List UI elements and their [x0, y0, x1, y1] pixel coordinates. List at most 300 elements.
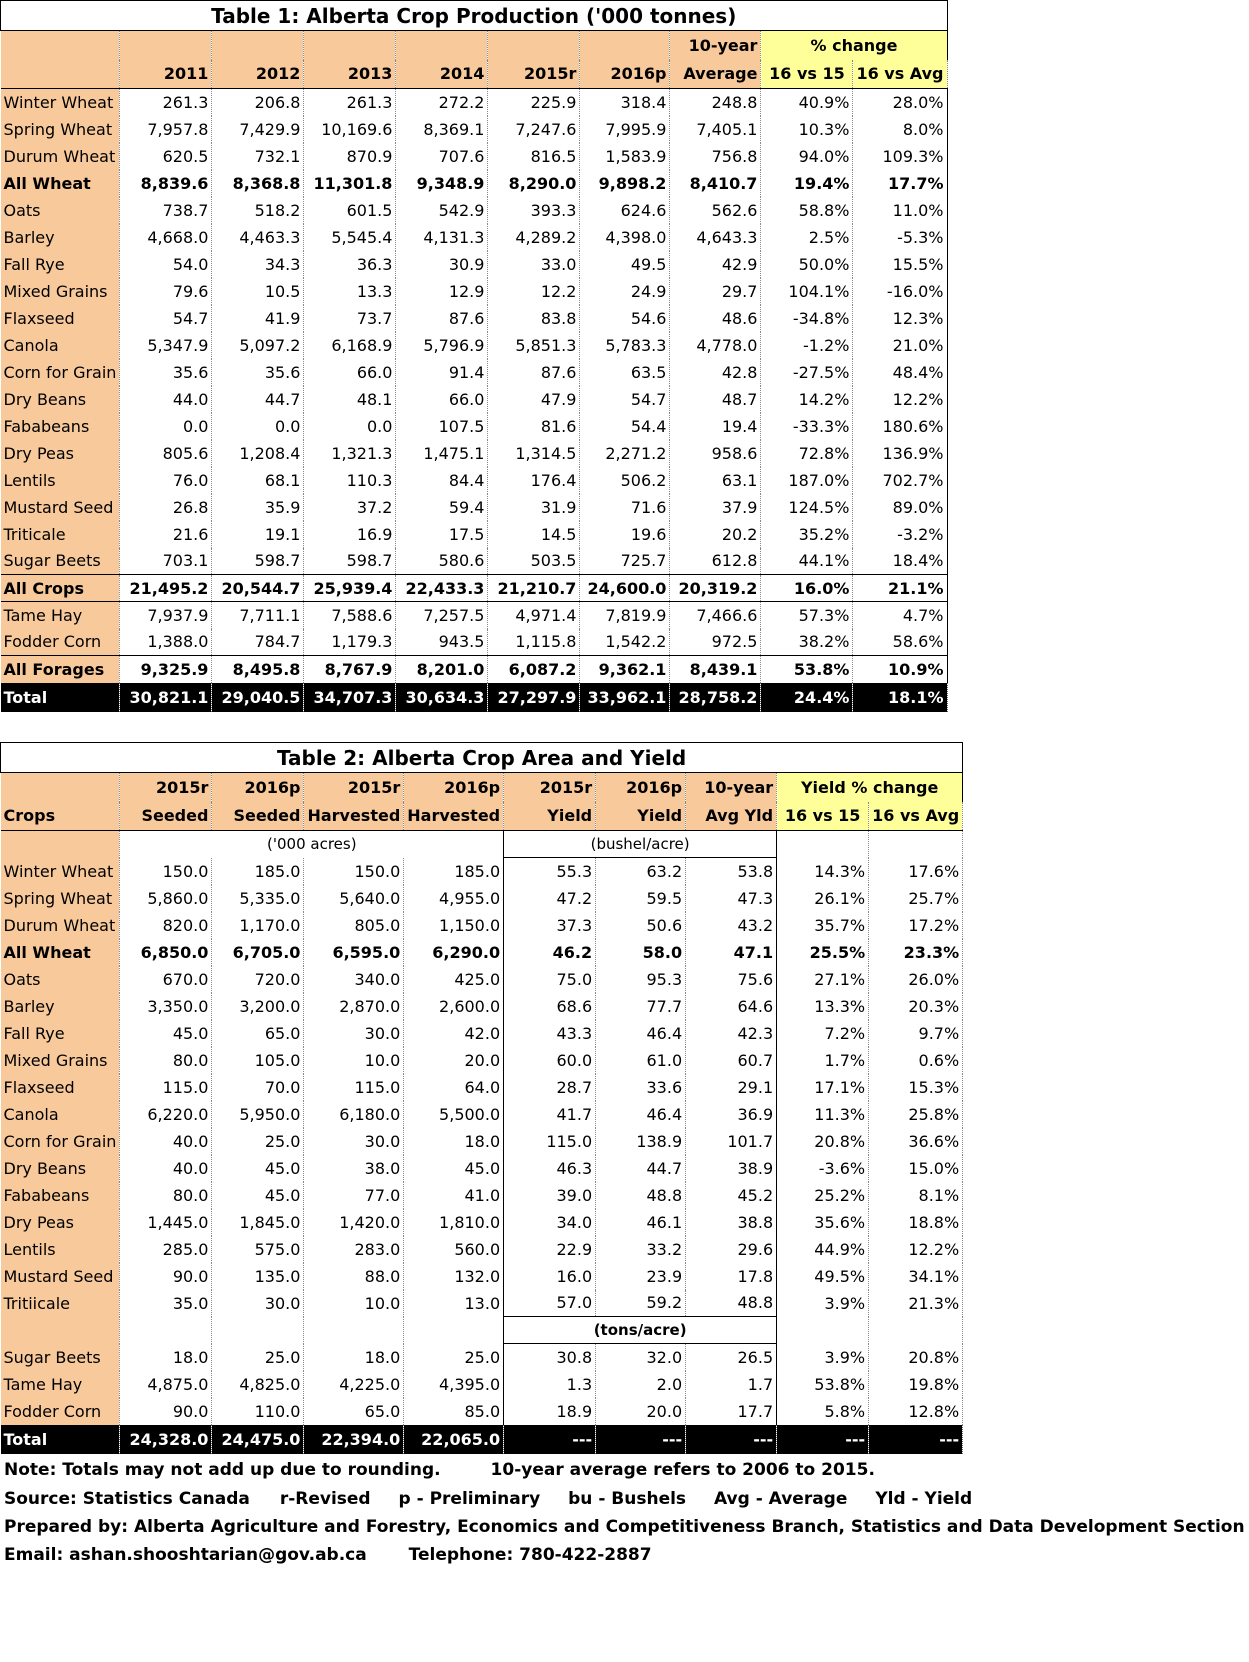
- table-cell: 28.7: [504, 1074, 596, 1101]
- table-cell: 66.0: [396, 386, 488, 413]
- table-cell: 109.3%: [853, 143, 947, 170]
- table-cell: 88.0: [304, 1263, 404, 1290]
- table-cell: 25.2%: [777, 1182, 869, 1209]
- table-cell: 2.0: [596, 1371, 686, 1398]
- total-cell: ---: [596, 1425, 686, 1454]
- column-header: 2012: [212, 60, 304, 89]
- total-cell: 33,962.1: [580, 683, 670, 712]
- table-cell: 47.3: [686, 885, 777, 912]
- table-cell: 17.5: [396, 521, 488, 548]
- table-cell: 63.2: [596, 858, 686, 885]
- table-cell: 21.1%: [853, 575, 947, 602]
- table-cell: 54.7: [120, 305, 212, 332]
- table-cell: 38.0: [304, 1155, 404, 1182]
- table-cell: 54.7: [580, 386, 670, 413]
- table-cell: 48.1: [304, 386, 396, 413]
- table-cell: 14.2%: [761, 386, 853, 413]
- table-cell: 8,290.0: [488, 170, 580, 197]
- table-cell: 20.0: [596, 1398, 686, 1425]
- crop-label: Dry Peas: [1, 440, 120, 467]
- table-cell: 35.2%: [761, 521, 853, 548]
- table-cell: 6,290.0: [404, 939, 504, 966]
- table-cell: 44.0: [120, 386, 212, 413]
- table-cell: 25.8%: [869, 1101, 963, 1128]
- average-note: 10-year average refers to 2006 to 2015.: [490, 1460, 875, 1480]
- table-cell: 9,898.2: [580, 170, 670, 197]
- table-cell: 18.9: [504, 1398, 596, 1425]
- table-cell: 30.9: [396, 251, 488, 278]
- table-row: [1, 197, 948, 224]
- table-cell: 4,289.2: [488, 224, 580, 251]
- table-row: [1, 1074, 963, 1101]
- table-row: [1, 885, 963, 912]
- table-cell: 10.3%: [761, 116, 853, 143]
- crop-label: Corn for Grain: [1, 1128, 120, 1155]
- header-cell: [212, 31, 304, 60]
- table-row: [1, 251, 948, 278]
- table-row: [1, 575, 948, 602]
- table-cell: 33.0: [488, 251, 580, 278]
- column-header: Harvested: [304, 802, 404, 831]
- units-row: [1, 831, 963, 858]
- table-cell: 59.2: [596, 1290, 686, 1317]
- table-cell: 5,347.9: [120, 332, 212, 359]
- table-cell: 8,368.8: [212, 170, 304, 197]
- table-cell: 4,825.0: [212, 1371, 304, 1398]
- table-cell: 43.3: [504, 1020, 596, 1047]
- table-cell: 4,643.3: [670, 224, 761, 251]
- legend-preliminary: p - Preliminary: [398, 1489, 541, 1509]
- table-cell: 13.3: [304, 278, 396, 305]
- table-cell: 318.4: [580, 89, 670, 116]
- total-cell: 24,328.0: [120, 1425, 212, 1454]
- table-cell: 48.8: [686, 1290, 777, 1317]
- table-cell: 34.0: [504, 1209, 596, 1236]
- unit-blank: [777, 831, 869, 858]
- table-cell: 47.2: [504, 885, 596, 912]
- crop-label: Lentils: [1, 1236, 120, 1263]
- column-header: Crops: [1, 802, 120, 831]
- table-cell: 63.5: [580, 359, 670, 386]
- table-cell: 18.0: [404, 1128, 504, 1155]
- crop-label: Dry Peas: [1, 1209, 120, 1236]
- table-cell: 16.9: [304, 521, 396, 548]
- table-cell: 1,845.0: [212, 1209, 304, 1236]
- table-row: [1, 89, 948, 116]
- table-cell: 47.1: [686, 939, 777, 966]
- crop-label: Tritiicale: [1, 1290, 120, 1317]
- table-cell: 136.9%: [853, 440, 947, 467]
- unit-blank: [212, 1317, 304, 1344]
- table-cell: 3,200.0: [212, 993, 304, 1020]
- table-cell: 20.8%: [869, 1344, 963, 1371]
- table-cell: 18.0: [304, 1344, 404, 1371]
- table-cell: 54.6: [580, 305, 670, 332]
- table-cell: 35.7%: [777, 912, 869, 939]
- table-cell: -27.5%: [761, 359, 853, 386]
- crop-label: All Wheat: [1, 939, 120, 966]
- column-header: Seeded: [212, 802, 304, 831]
- table-cell: 80.0: [120, 1047, 212, 1074]
- table-cell: 29.6: [686, 1236, 777, 1263]
- table-cell: 5,851.3: [488, 332, 580, 359]
- table-cell: 70.0: [212, 1074, 304, 1101]
- table-row: [1, 305, 948, 332]
- table-cell: 53.8: [686, 858, 777, 885]
- crop-label: All Wheat: [1, 170, 120, 197]
- table-cell: 94.0%: [761, 143, 853, 170]
- table-cell: 30.0: [212, 1290, 304, 1317]
- table-cell: 6,180.0: [304, 1101, 404, 1128]
- table-cell: 115.0: [504, 1128, 596, 1155]
- table-cell: 17.7: [686, 1398, 777, 1425]
- table-cell: 283.0: [304, 1236, 404, 1263]
- crop-label: Tame Hay: [1, 1371, 120, 1398]
- table-cell: 12.2: [488, 278, 580, 305]
- table-cell: 5,640.0: [304, 885, 404, 912]
- table-cell: 17.8: [686, 1263, 777, 1290]
- table-cell: 738.7: [120, 197, 212, 224]
- table-cell: 7,247.6: [488, 116, 580, 143]
- table-cell: -33.3%: [761, 413, 853, 440]
- table-cell: 26.8: [120, 494, 212, 521]
- table-cell: 40.0: [120, 1155, 212, 1182]
- header-cell: 10-year: [686, 773, 777, 802]
- table-cell: 5,097.2: [212, 332, 304, 359]
- table-cell: 29.7: [670, 278, 761, 305]
- crop-label: Winter Wheat: [1, 858, 120, 885]
- table-cell: 7,405.1: [670, 116, 761, 143]
- header-row-top: [1, 31, 948, 60]
- table-cell: 725.7: [580, 548, 670, 575]
- table-cell: 3,350.0: [120, 993, 212, 1020]
- column-header: 2011: [120, 60, 212, 89]
- table-cell: 21,210.7: [488, 575, 580, 602]
- notes-line-1: [4, 1460, 875, 1480]
- crop-label: Spring Wheat: [1, 116, 120, 143]
- table-cell: 0.6%: [869, 1047, 963, 1074]
- table-cell: 68.6: [504, 993, 596, 1020]
- table-cell: 65.0: [212, 1020, 304, 1047]
- table-cell: 44.7: [212, 386, 304, 413]
- table-cell: 1,314.5: [488, 440, 580, 467]
- table-cell: 8,410.7: [670, 170, 761, 197]
- email-contact[interactable]: Email: ashan.shooshtarian@gov.ab.ca: [4, 1545, 367, 1565]
- table-cell: 36.9: [686, 1101, 777, 1128]
- table-cell: 12.2%: [853, 386, 947, 413]
- table-cell: 10.0: [304, 1290, 404, 1317]
- table-cell: 1,388.0: [120, 629, 212, 656]
- table-cell: 11,301.8: [304, 170, 396, 197]
- column-header: [1, 60, 120, 89]
- table-cell: -16.0%: [853, 278, 947, 305]
- table-cell: 18.8%: [869, 1209, 963, 1236]
- table-row: [1, 602, 948, 629]
- table-cell: 4,398.0: [580, 224, 670, 251]
- table-cell: 1,542.2: [580, 629, 670, 656]
- table-cell: 105.0: [212, 1047, 304, 1074]
- table-cell: 2,271.2: [580, 440, 670, 467]
- prepared-by-note: Prepared by: Alberta Agriculture and Forestry, Economics and Competitiveness Branch, Statistics and Data Development Section: [4, 1517, 1245, 1537]
- table-cell: 26.1%: [777, 885, 869, 912]
- total-cell: 34,707.3: [304, 683, 396, 712]
- column-header: Avg Yld: [686, 802, 777, 831]
- table-cell: 340.0: [304, 966, 404, 993]
- table-cell: 79.6: [120, 278, 212, 305]
- header-cell: [396, 31, 488, 60]
- table-cell: 4,395.0: [404, 1371, 504, 1398]
- table-cell: 90.0: [120, 1398, 212, 1425]
- table-cell: 64.6: [686, 993, 777, 1020]
- table-cell: 4,225.0: [304, 1371, 404, 1398]
- table-cell: 9,348.9: [396, 170, 488, 197]
- table-cell: 19.4: [670, 413, 761, 440]
- table-cell: 187.0%: [761, 467, 853, 494]
- table-cell: 101.7: [686, 1128, 777, 1155]
- table-row: [1, 1128, 963, 1155]
- table-cell: 42.0: [404, 1020, 504, 1047]
- table-cell: 63.1: [670, 467, 761, 494]
- table-cell: 46.4: [596, 1101, 686, 1128]
- table-cell: 8,839.6: [120, 170, 212, 197]
- crop-label: Barley: [1, 993, 120, 1020]
- total-label: Total: [1, 683, 120, 712]
- table-cell: 6,220.0: [120, 1101, 212, 1128]
- table-cell: 958.6: [670, 440, 761, 467]
- table-cell: 19.4%: [761, 170, 853, 197]
- table-cell: 185.0: [212, 858, 304, 885]
- table-cell: 87.6: [396, 305, 488, 332]
- notes-line-2: [4, 1489, 972, 1509]
- header-cell: [1, 773, 120, 802]
- table-row: [1, 440, 948, 467]
- table-cell: 40.9%: [761, 89, 853, 116]
- crop-label: Oats: [1, 197, 120, 224]
- crop-label: All Forages: [1, 656, 120, 683]
- header-cell: 2016p: [212, 773, 304, 802]
- table-cell: 20,544.7: [212, 575, 304, 602]
- table-cell: -3.6%: [777, 1155, 869, 1182]
- table-cell: 870.9: [304, 143, 396, 170]
- table-row: [1, 143, 948, 170]
- table-cell: 7,429.9: [212, 116, 304, 143]
- table-cell: 135.0: [212, 1263, 304, 1290]
- table-cell: 72.8%: [761, 440, 853, 467]
- table-cell: 1,583.9: [580, 143, 670, 170]
- table-cell: 11.0%: [853, 197, 947, 224]
- table-cell: 2,870.0: [304, 993, 404, 1020]
- crop-label: Sugar Beets: [1, 1344, 120, 1371]
- table-cell: 110.3: [304, 467, 396, 494]
- table-cell: 35.6: [212, 359, 304, 386]
- table-cell: 816.5: [488, 143, 580, 170]
- table-cell: 805.0: [304, 912, 404, 939]
- table-cell: 5,545.4: [304, 224, 396, 251]
- crop-label: Mustard Seed: [1, 494, 120, 521]
- table-cell: 66.0: [304, 359, 396, 386]
- table-cell: 4,778.0: [670, 332, 761, 359]
- table-row: [1, 224, 948, 251]
- column-header: 16 vs Avg: [853, 60, 947, 89]
- table-cell: 48.4%: [853, 359, 947, 386]
- crop-label: Sugar Beets: [1, 548, 120, 575]
- table-cell: 12.8%: [869, 1398, 963, 1425]
- total-row: [1, 1425, 963, 1454]
- table-cell: 29.1: [686, 1074, 777, 1101]
- header-cell: 10-year: [670, 31, 761, 60]
- header-cell: [304, 31, 396, 60]
- table-cell: 59.4: [396, 494, 488, 521]
- table-cell: 4,668.0: [120, 224, 212, 251]
- table-cell: 36.6%: [869, 1128, 963, 1155]
- table-row: [1, 413, 948, 440]
- table-cell: 32.0: [596, 1344, 686, 1371]
- total-cell: 18.1%: [853, 683, 947, 712]
- table-cell: 77.7: [596, 993, 686, 1020]
- table-cell: 6,705.0: [212, 939, 304, 966]
- table-cell: 34.1%: [869, 1263, 963, 1290]
- table-cell: -34.8%: [761, 305, 853, 332]
- crop-label: Barley: [1, 224, 120, 251]
- table-cell: 132.0: [404, 1263, 504, 1290]
- crop-label: Spring Wheat: [1, 885, 120, 912]
- total-row: [1, 683, 948, 712]
- table-cell: 107.5: [396, 413, 488, 440]
- table-cell: 425.0: [404, 966, 504, 993]
- table-cell: 150.0: [120, 858, 212, 885]
- table-cell: 48.7: [670, 386, 761, 413]
- crop-label: Flaxseed: [1, 305, 120, 332]
- unit-blank: [869, 1317, 963, 1344]
- unit-acres: ('000 acres): [120, 831, 504, 858]
- table-cell: 54.4: [580, 413, 670, 440]
- table-cell: 23.3%: [869, 939, 963, 966]
- table-cell: 41.7: [504, 1101, 596, 1128]
- unit-blank: [777, 1317, 869, 1344]
- table-row: [1, 993, 963, 1020]
- table-cell: 80.0: [120, 1182, 212, 1209]
- table-cell: 5,860.0: [120, 885, 212, 912]
- table-cell: 53.8%: [761, 656, 853, 683]
- table-cell: 20,319.2: [670, 575, 761, 602]
- crop-label: Fodder Corn: [1, 1398, 120, 1425]
- table-cell: 44.9%: [777, 1236, 869, 1263]
- table-cell: 1,170.0: [212, 912, 304, 939]
- table-cell: 6,087.2: [488, 656, 580, 683]
- table-cell: 6,595.0: [304, 939, 404, 966]
- table-cell: 10,169.6: [304, 116, 396, 143]
- table-cell: 393.3: [488, 197, 580, 224]
- table-cell: 17.1%: [777, 1074, 869, 1101]
- table-cell: 820.0: [120, 912, 212, 939]
- crop-label: Lentils: [1, 467, 120, 494]
- column-header: Average: [670, 60, 761, 89]
- table-cell: 8,201.0: [396, 656, 488, 683]
- table-cell: 138.9: [596, 1128, 686, 1155]
- total-cell: 22,065.0: [404, 1425, 504, 1454]
- table-cell: 7,995.9: [580, 116, 670, 143]
- table-cell: 7,819.9: [580, 602, 670, 629]
- table-cell: 503.5: [488, 548, 580, 575]
- header-cell: 2016p: [596, 773, 686, 802]
- table-cell: 4,131.3: [396, 224, 488, 251]
- area-yield-table: [0, 742, 963, 1454]
- table-cell: 575.0: [212, 1236, 304, 1263]
- table-row: [1, 278, 948, 305]
- table-cell: 37.9: [670, 494, 761, 521]
- table-cell: 5,335.0: [212, 885, 304, 912]
- crop-label: Flaxseed: [1, 1074, 120, 1101]
- table-cell: 2.5%: [761, 224, 853, 251]
- crop-label: Fababeans: [1, 1182, 120, 1209]
- table-cell: 89.0%: [853, 494, 947, 521]
- table-cell: 0.0: [120, 413, 212, 440]
- table-cell: 784.7: [212, 629, 304, 656]
- table-cell: 41.9: [212, 305, 304, 332]
- crop-label: Fall Rye: [1, 251, 120, 278]
- table-row: [1, 521, 948, 548]
- table-cell: 25.5%: [777, 939, 869, 966]
- table-cell: 83.8: [488, 305, 580, 332]
- table-cell: 21.6: [120, 521, 212, 548]
- header-row: [1, 802, 963, 831]
- table-cell: 176.4: [488, 467, 580, 494]
- crop-label: Fall Rye: [1, 1020, 120, 1047]
- table-cell: 4,971.4: [488, 602, 580, 629]
- table-cell: 19.8%: [869, 1371, 963, 1398]
- table-cell: 71.6: [580, 494, 670, 521]
- crop-label: Durum Wheat: [1, 912, 120, 939]
- table-cell: 17.2%: [869, 912, 963, 939]
- table-cell: 7,937.9: [120, 602, 212, 629]
- table-cell: 20.3%: [869, 993, 963, 1020]
- header-row: [1, 60, 948, 89]
- unit-tons: (tons/acre): [504, 1317, 777, 1344]
- table-cell: 20.2: [670, 521, 761, 548]
- legend-average: Avg - Average: [713, 1489, 848, 1509]
- table-cell: 44.1%: [761, 548, 853, 575]
- table-cell: 4,875.0: [120, 1371, 212, 1398]
- table-cell: 25.0: [212, 1128, 304, 1155]
- table-cell: 110.0: [212, 1398, 304, 1425]
- table-cell: 12.9: [396, 278, 488, 305]
- column-header: Seeded: [120, 802, 212, 831]
- table-cell: 46.3: [504, 1155, 596, 1182]
- legend-bushels: bu - Bushels: [568, 1489, 687, 1509]
- crop-label: Fababeans: [1, 413, 120, 440]
- crop-label: Dry Beans: [1, 1155, 120, 1182]
- column-header: 16 vs Avg: [869, 802, 963, 831]
- table-row: [1, 858, 963, 885]
- table-cell: 624.6: [580, 197, 670, 224]
- table-cell: 25.0: [212, 1344, 304, 1371]
- table-cell: 21,495.2: [120, 575, 212, 602]
- table-row: [1, 912, 963, 939]
- table-row: [1, 1101, 963, 1128]
- table-cell: 60.0: [504, 1047, 596, 1074]
- table-cell: 1,115.8: [488, 629, 580, 656]
- table-cell: 58.6%: [853, 629, 947, 656]
- crop-label: Corn for Grain: [1, 359, 120, 386]
- table-row: [1, 170, 948, 197]
- table-cell: 12.2%: [869, 1236, 963, 1263]
- total-cell: ---: [504, 1425, 596, 1454]
- table-cell: 75.6: [686, 966, 777, 993]
- table-cell: 943.5: [396, 629, 488, 656]
- yield-change-header: Yield % change: [777, 773, 963, 802]
- table-cell: 33.6: [596, 1074, 686, 1101]
- table-cell: 81.6: [488, 413, 580, 440]
